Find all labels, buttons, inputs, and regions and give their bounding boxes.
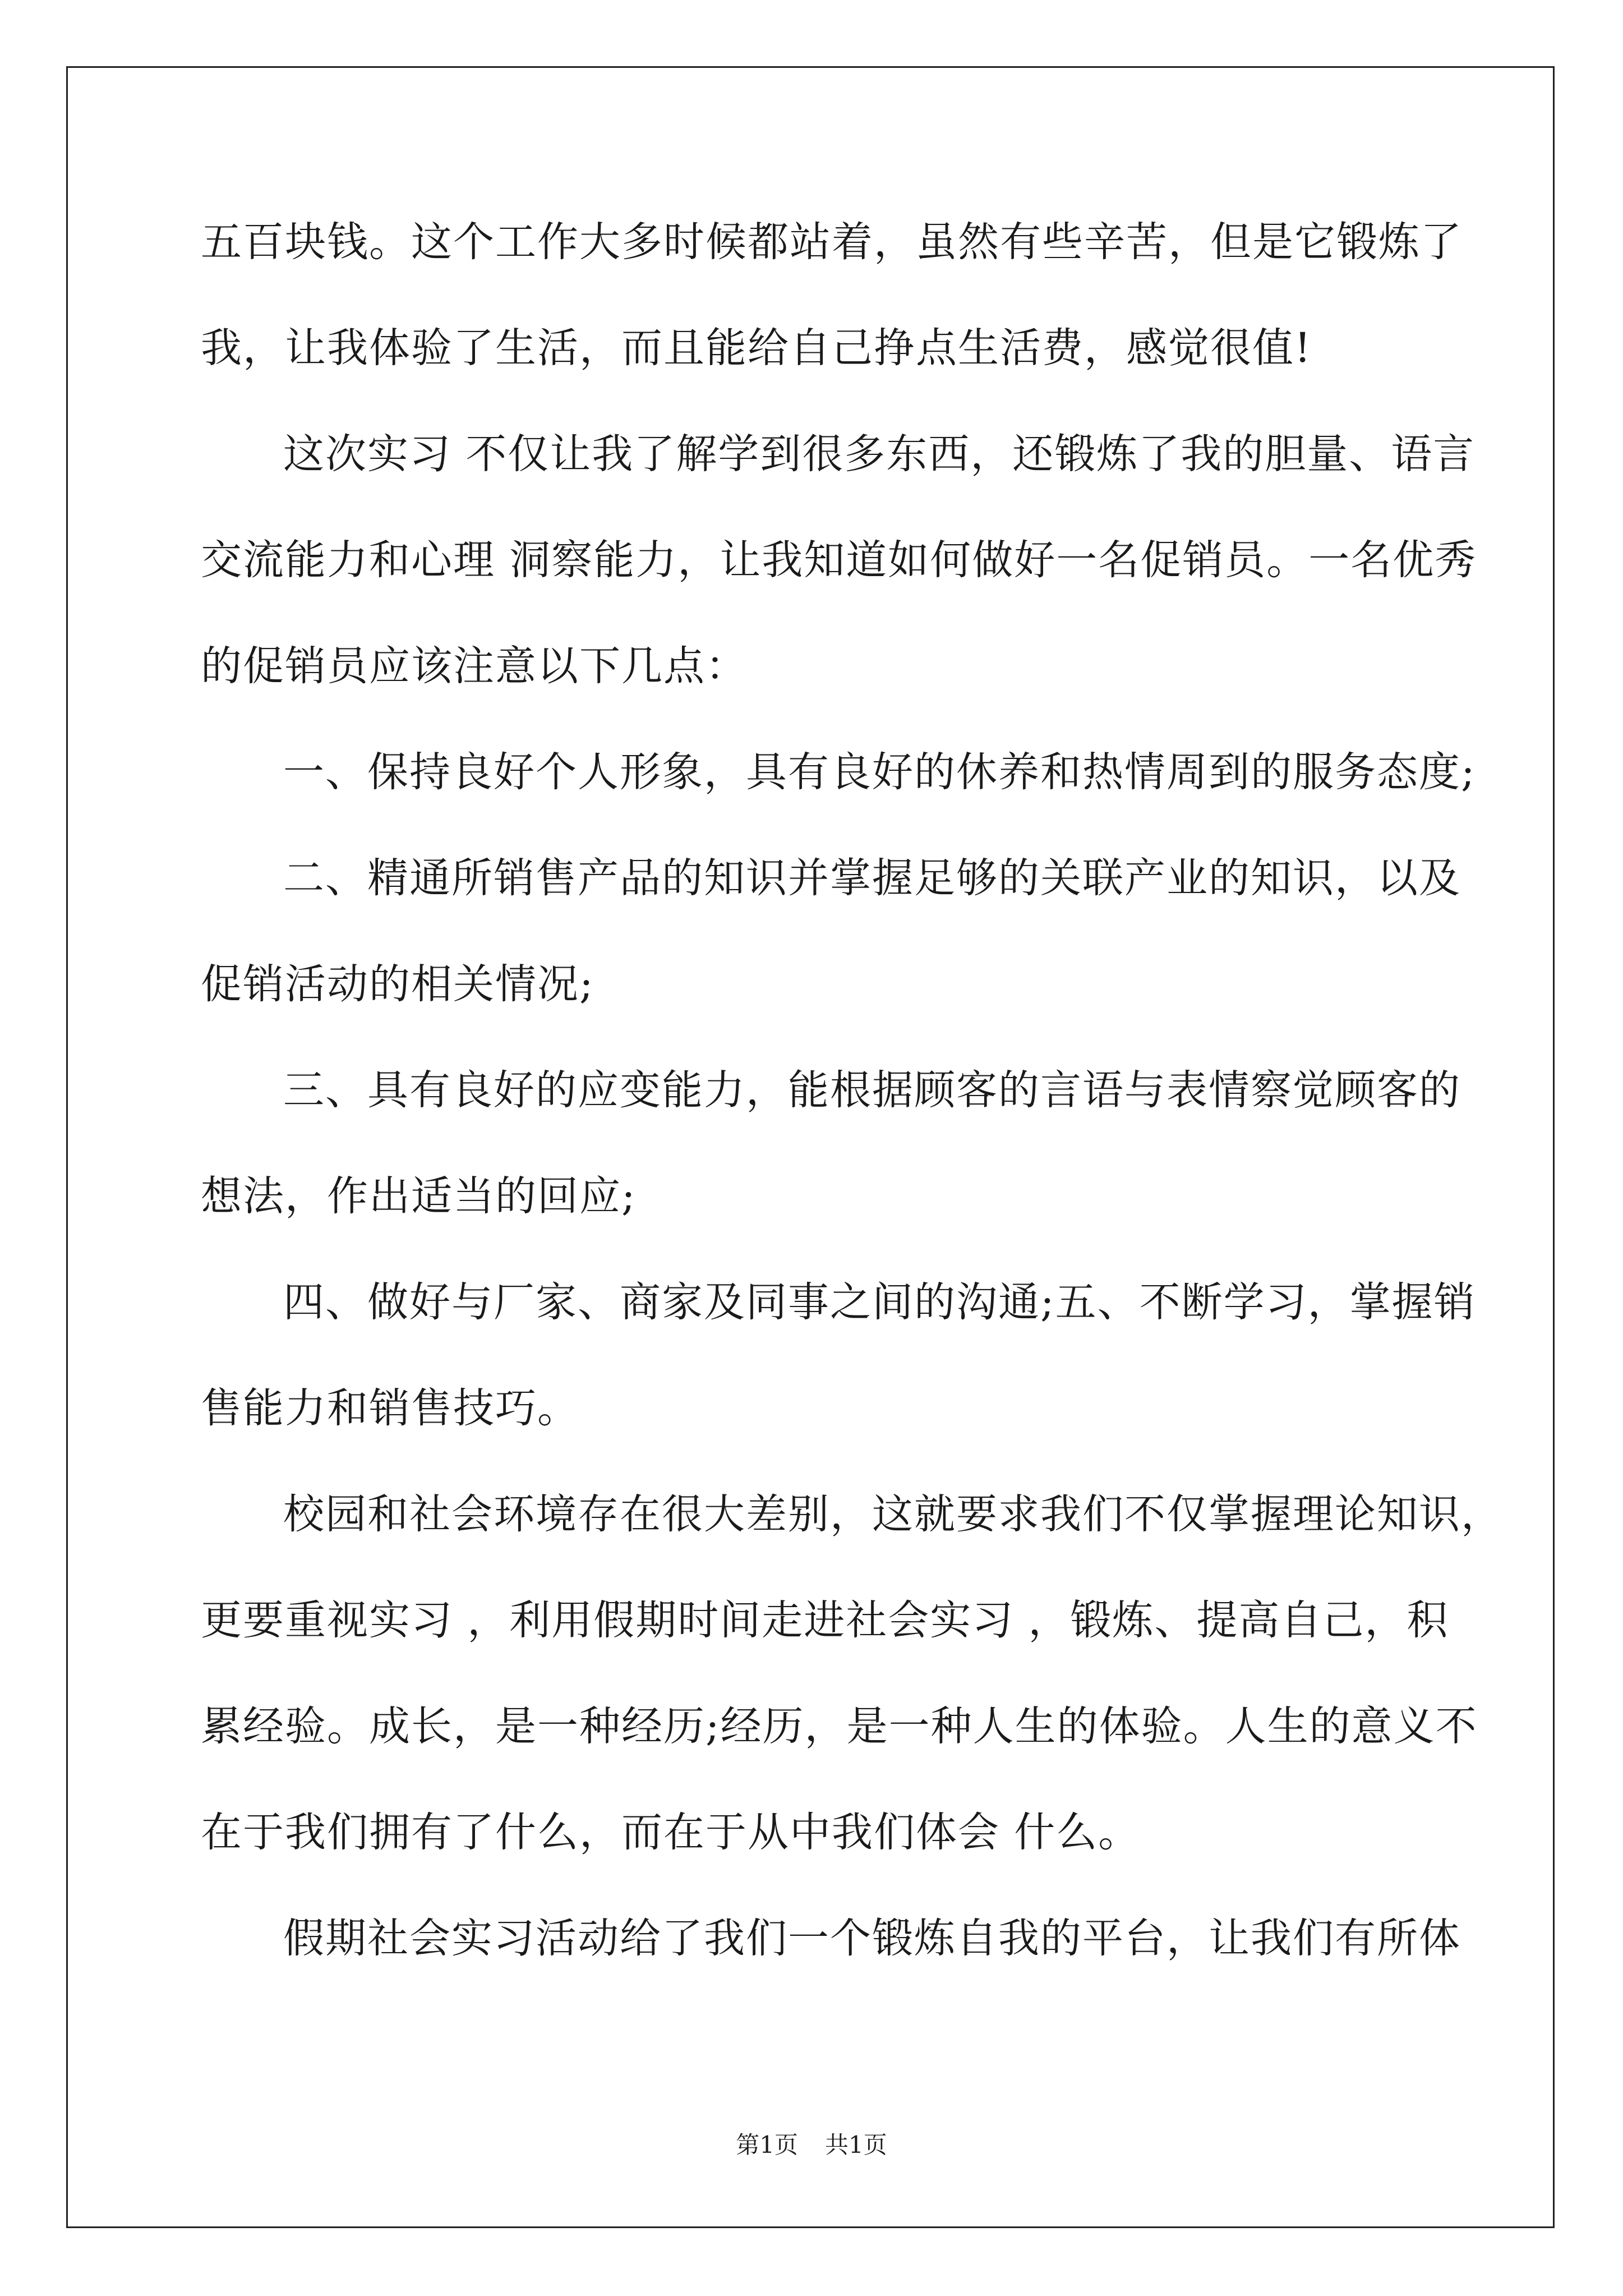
text-line: 促销活动的相关情况; <box>201 960 594 1008</box>
text-line: 想法，作出适当的回应; <box>201 1172 637 1220</box>
paragraph-start-line: 二、精通所销售产品的知识并掌握足够的关联产业的知识，以及 <box>283 854 1461 902</box>
text-line: 售能力和销售技巧。 <box>201 1384 579 1432</box>
page-number-total: 共1页 <box>825 2131 887 2159</box>
text-line: 交流能力和心理 洞察能力，让我知道如何做好一名促销员。一名优秀 <box>201 536 1477 584</box>
text-line: 在于我们拥有了什么，而在于从中我们体会 什么。 <box>201 1809 1141 1856</box>
paragraph-start-line: 四、做好与厂家、商家及同事之间的沟通;五、不断学习，掌握销 <box>283 1278 1476 1326</box>
paragraph-start-line: 这次实习 不仅让我了解学到很多东西，还锻炼了我的胆量、语言 <box>283 430 1476 478</box>
text-line: 的促销员应该注意以下几点： <box>201 642 748 690</box>
paragraph-start-line: 假期社会实习活动给了我们一个锻炼自我的平台，让我们有所体 <box>283 1915 1461 1962</box>
paragraph-start-line: 一、保持良好个人形象，具有良好的休养和热情周到的服务态度; <box>283 748 1476 796</box>
text-line: 更要重视实习 ，利用假期时间走进社会实习 ，锻炼、提高自己，积 <box>201 1596 1449 1644</box>
text-line: 五百块钱。这个工作大多时候都站着，虽然有些辛苦，但是它锻炼了 <box>201 218 1463 266</box>
text-line: 我，让我体验了生活，而且能给自己挣点生活费，感觉很值! <box>201 324 1312 372</box>
paragraph-start-line: 校园和社会环境存在很大差别，这就要求我们不仅掌握理论知识， <box>283 1490 1503 1538</box>
page-number-current: 第1页 <box>736 2131 798 2159</box>
document-body <box>201 209 1503 2011</box>
page-footer <box>0 2128 1623 2162</box>
paragraph-start-line: 三、具有良好的应变能力，能根据顾客的言语与表情察觉顾客的 <box>283 1066 1461 1114</box>
text-line: 累经验。成长，是一种经历;经历，是一种人生的体验。人生的意义不 <box>201 1703 1478 1750</box>
